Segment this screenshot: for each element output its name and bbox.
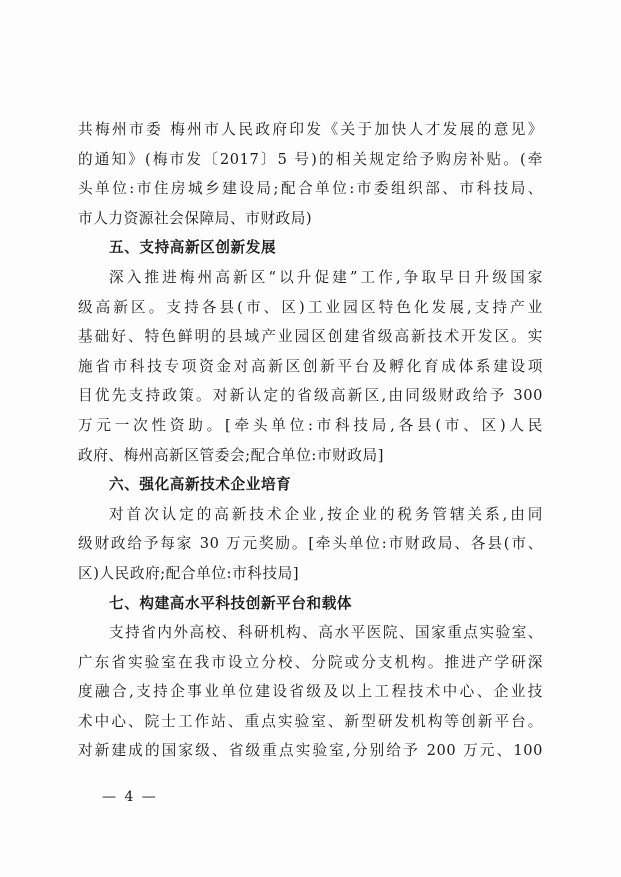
section-heading: 六、强化高新技术企业培育 (109, 476, 292, 494)
paragraph-line: 目优先支持政策。对新认定的省级高新区,由同级财政给予 300 (78, 387, 543, 405)
paragraph-line: 的通知》(梅市发〔2017〕5 号)的相关规定给予购房补贴。(牵 (78, 150, 543, 168)
paragraph-line: 级高新区。支持各县(市、区)工业园区特色化发展,支持产业 (78, 298, 543, 316)
section-heading: 五、支持高新区创新发展 (109, 239, 277, 257)
page-number: — 4 — (102, 789, 158, 805)
paragraph-line: 基础好、特色鲜明的县域产业园区创建省级高新技术开发区。实 (78, 328, 543, 346)
paragraph-line: 市人力资源社会保障局、市财政局) (78, 209, 313, 227)
paragraph-line: 级财政给予每家 30 万元奖励。[牵头单位:市财政局、各县(市、 (78, 535, 543, 553)
section-heading: 七、构建高水平科技创新平台和载体 (109, 594, 353, 612)
paragraph-first-line: 对首次认定的高新技术企业,按企业的税务管辖关系,由同 (109, 505, 543, 523)
paragraph-line: 广东省实验室在我市设立分校、分院或分支机构。推进产学研深 (78, 653, 543, 671)
paragraph-line: 头单位:市住房城乡建设局;配合单位:市委组织部、市科技局、 (78, 180, 543, 198)
paragraph-first-line: 深入推进梅州高新区“以升促建”工作,争取早日升级国家 (109, 268, 543, 286)
paragraph-line: 对新建成的国家级、省级重点实验室,分别给予 200 万元、100 (78, 742, 543, 760)
paragraph-line: 政府、梅州高新区管委会;配合单位:市财政局] (78, 446, 385, 464)
paragraph-line: 区)人民政府;配合单位:市科技局] (78, 564, 300, 582)
paragraph-line: 共梅州市委 梅州市人民政府印发《关于加快人才发展的意见》 (78, 121, 543, 138)
paragraph-line: 施省市科技专项资金对高新区创新平台及孵化育成体系建设项 (78, 357, 543, 375)
paragraph-line: 术中心、院士工作站、重点实验室、新型研发机构等创新平台。 (78, 712, 543, 730)
document-body (78, 115, 543, 766)
paragraph-line: 万元一次性资助。[牵头单位:市科技局,各县(市、区)人民 (78, 416, 543, 434)
paragraph-first-line: 支持省内外高校、科研机构、高水平医院、国家重点实验室、 (109, 624, 543, 642)
paragraph-line: 度融合,支持企事业单位建设省级及以上工程技术中心、企业技 (78, 683, 543, 701)
